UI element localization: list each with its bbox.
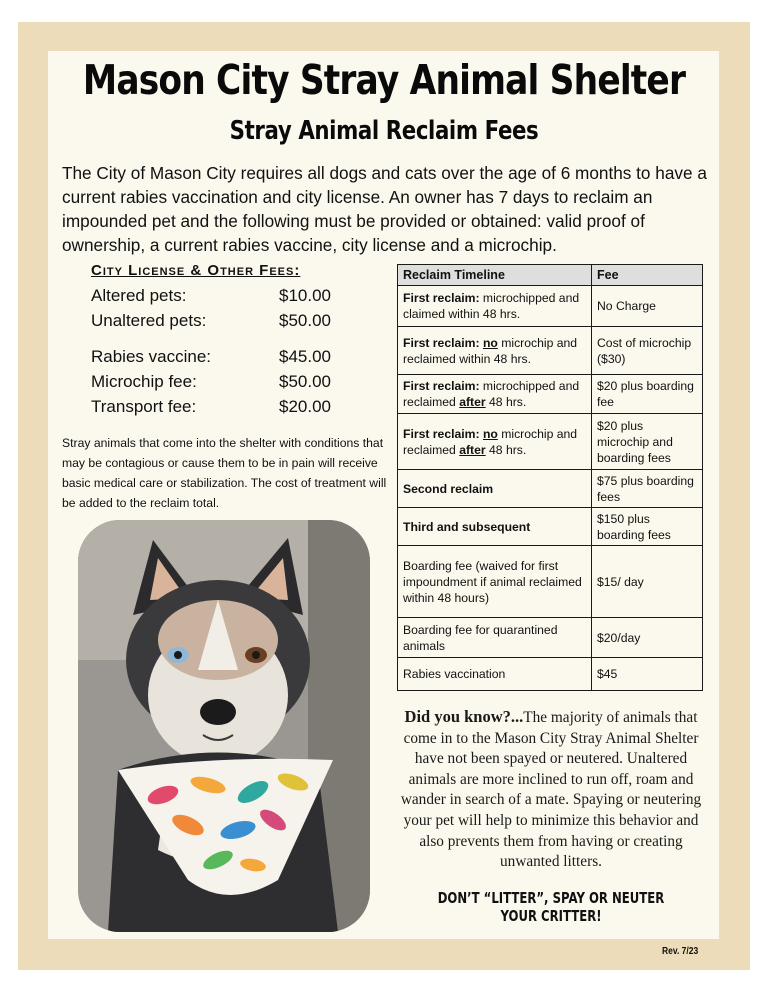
table-row: [398, 618, 703, 658]
fee-label: Rabies vaccine:: [91, 347, 212, 366]
timeline-cell: Third and subsequent: [398, 508, 592, 546]
reclaim-fee-table: [397, 264, 703, 691]
timeline-cell: First reclaim: microchipped and claimed within 48 hrs.: [398, 286, 592, 327]
table-row: [398, 286, 703, 327]
table-row: [398, 327, 703, 375]
timeline-cell: Rabies vaccination: [398, 658, 592, 691]
page-title: Mason City Stray Animal Shelter: [82, 56, 686, 104]
table-row: [398, 414, 703, 470]
page-subtitle: Stray Animal Reclaim Fees: [229, 116, 539, 146]
table-row: [398, 375, 703, 414]
fee-row-unaltered: [91, 311, 351, 335]
spay-neuter-slogan: DON’T “LITTER”, SPAY OR NEUTER YOUR CRITTER!: [437, 889, 665, 925]
fee-amount: $50.00: [279, 311, 331, 330]
table-header-row: [398, 265, 703, 286]
fee-cell: No Charge: [592, 286, 703, 327]
table-row: [398, 508, 703, 546]
fee-cell: $45: [592, 658, 703, 691]
city-fees-heading: City License & Other Fees:: [91, 262, 301, 279]
fee-label: Unaltered pets:: [91, 311, 207, 330]
fee-amount: $20.00: [279, 397, 331, 416]
timeline-cell: First reclaim: no microchip and reclaimed after 48 hrs.: [398, 414, 592, 470]
fee-cell: $20 plus boarding fee: [592, 375, 703, 414]
timeline-cell: Second reclaim: [398, 470, 592, 508]
fee-cell: $150 plus boarding fees: [592, 508, 703, 546]
fee-amount: $50.00: [279, 372, 331, 391]
dog-photo: [78, 520, 370, 932]
fee-row-transport: [91, 397, 351, 421]
column-header: Fee: [592, 265, 703, 286]
fee-cell: $20 plus microchip and boarding fees: [592, 414, 703, 470]
table-row: [398, 546, 703, 618]
fee-label: Microchip fee:: [91, 372, 197, 391]
fee-cell: $20/day: [592, 618, 703, 658]
did-you-know-text: The majority of animals that come in to the Mason City Stray Animal Shelter have not been spayed or neutered. Unaltered animals are more inclined to run off, roam and wander in search of a mate. Spaying or neutering your pet will help to minimize this behavior and also prevents them from having or creating unwanted litters.: [400, 709, 702, 871]
timeline-cell: First reclaim: microchipped and reclaimed after 48 hrs.: [398, 375, 592, 414]
fee-cell: $15/ day: [592, 546, 703, 618]
fee-amount: $45.00: [279, 347, 331, 366]
fee-label: Altered pets:: [91, 286, 187, 305]
timeline-cell: Boarding fee for quarantined animals: [398, 618, 592, 658]
table-row: [398, 470, 703, 508]
fee-row-microchip: [91, 372, 351, 396]
fee-label: Transport fee:: [91, 397, 197, 416]
intro-paragraph: The City of Mason City requires all dogs and cats over the age of 6 months to have a current rabies vaccination and city license. An owner has 7 days to reclaim an impounded pet and the following must be provided or obtained: valid proof of ownership, a current rabies vaccine, city license and a microchip.: [62, 163, 707, 255]
fee-cell: Cost of microchip ($30): [592, 327, 703, 375]
did-you-know-lead: Did you know?...: [404, 707, 524, 726]
fee-row-altered: [91, 286, 351, 310]
column-header: Reclaim Timeline: [398, 265, 592, 286]
stray-medical-note: Stray animals that come into the shelter with conditions that may be contagious or cause them to be in pain will receive basic medical care or stabilization. The cost of treatment will be added to the reclaim total.: [62, 436, 387, 510]
did-you-know-paragraph: [393, 707, 709, 873]
table-row: [398, 658, 703, 691]
timeline-cell: First reclaim: no microchip and reclaimed within 48 hrs.: [398, 327, 592, 375]
timeline-cell: Boarding fee (waived for first impoundment if animal reclaimed within 48 hours): [398, 546, 592, 618]
revision-label: Rev. 7/23: [662, 946, 699, 957]
fee-amount: $10.00: [279, 286, 331, 305]
fee-cell: $75 plus boarding fees: [592, 470, 703, 508]
fee-row-rabies: [91, 347, 351, 371]
